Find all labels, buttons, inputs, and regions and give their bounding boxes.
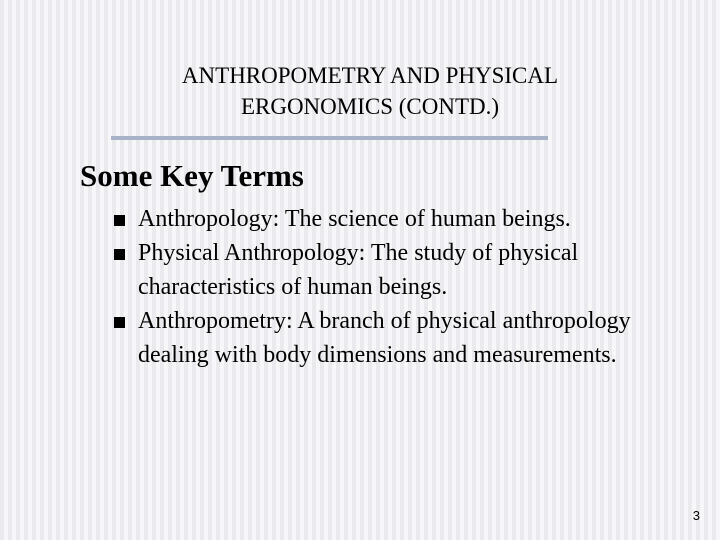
bullet-text: Physical Anthropology: The study of physical characteristics of human beings. — [138, 240, 579, 300]
title-divider — [111, 136, 548, 140]
bullet-text: Anthropometry: A branch of physical anthropology dealing with body dimensions and measurements. — [138, 308, 631, 368]
slide-title-line-2: ERGONOMICS (CONTD.) — [240, 94, 500, 119]
list-item — [113, 202, 703, 236]
square-bullet-icon — [114, 317, 125, 328]
bullet-list — [113, 202, 703, 372]
list-item — [113, 236, 703, 304]
square-bullet-icon — [114, 249, 125, 260]
square-bullet-icon — [114, 215, 125, 226]
slide-title — [130, 60, 610, 122]
list-item — [113, 304, 703, 372]
page-number: 3 — [692, 508, 700, 523]
slide-title-line-1: ANTHROPOMETRY AND PHYSICAL — [181, 63, 559, 88]
section-heading: Some Key Terms — [80, 158, 304, 193]
bullet-text: Anthropology: The science of human beings. — [138, 206, 571, 232]
